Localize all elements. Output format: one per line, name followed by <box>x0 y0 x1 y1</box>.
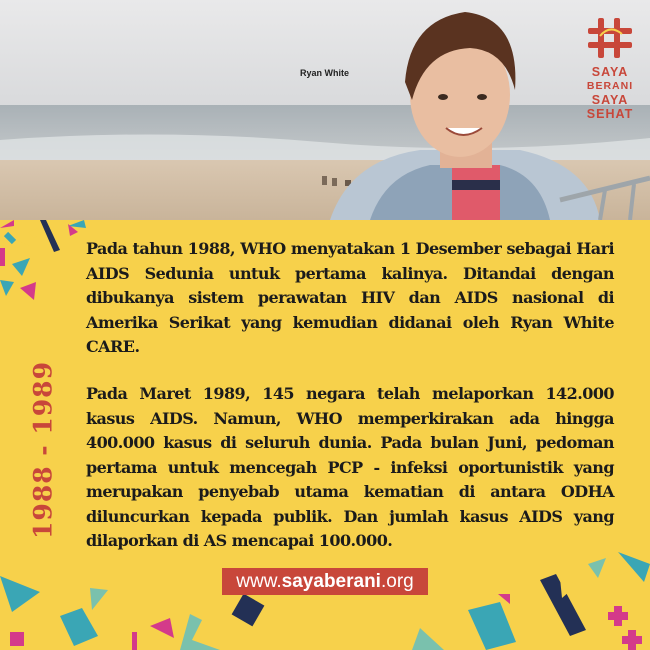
paragraph-1989: Pada Maret 1989, 145 negara telah melaporkan 142.000 kasus AIDS. Namun, WHO memperkirakan ada hingga 400.000 kasus di seluruh dunia. Pada bulan Juni, pedoman pertama untuk mencegah PCP - infeksi oportunistik yang merupakan penyebab utama kematian di antara ODHA diluncurkan kepada publik. Dan jumlah kasus AIDS yang dilaporkan di AS mencapai 100.000. <box>86 384 614 550</box>
website-domain: sayaberani <box>281 571 381 592</box>
logo-line-3: SAYA <box>591 93 629 107</box>
bottom-right-shapes <box>412 546 650 650</box>
website-link[interactable] <box>222 568 428 595</box>
paragraph-1988: Pada tahun 1988, WHO menyatakan 1 Desember sebagai Hari AIDS Sedunia untuk pertama kalinya. Ditandai dengan dibukanya sistem perawatan HIV dan AIDS nasional di Amerika Serikat yang kemudian didanai oleh Ryan White CARE. <box>86 239 614 356</box>
photo-caption: Ryan White <box>300 68 350 78</box>
beach-photo <box>0 0 650 220</box>
hero-photo <box>0 0 650 220</box>
brand-logo <box>580 16 640 128</box>
website-prefix: www. <box>236 571 282 592</box>
logo-line-2: BERANI <box>586 80 634 92</box>
logo-line-4: SEHAT <box>586 107 634 121</box>
logo-line-1: SAYA <box>591 65 629 79</box>
year-range-title: 1988 - 1989 <box>28 361 58 539</box>
website-suffix: .org <box>380 571 414 592</box>
top-left-shapes <box>0 220 86 300</box>
hashtag-icon <box>586 16 634 60</box>
